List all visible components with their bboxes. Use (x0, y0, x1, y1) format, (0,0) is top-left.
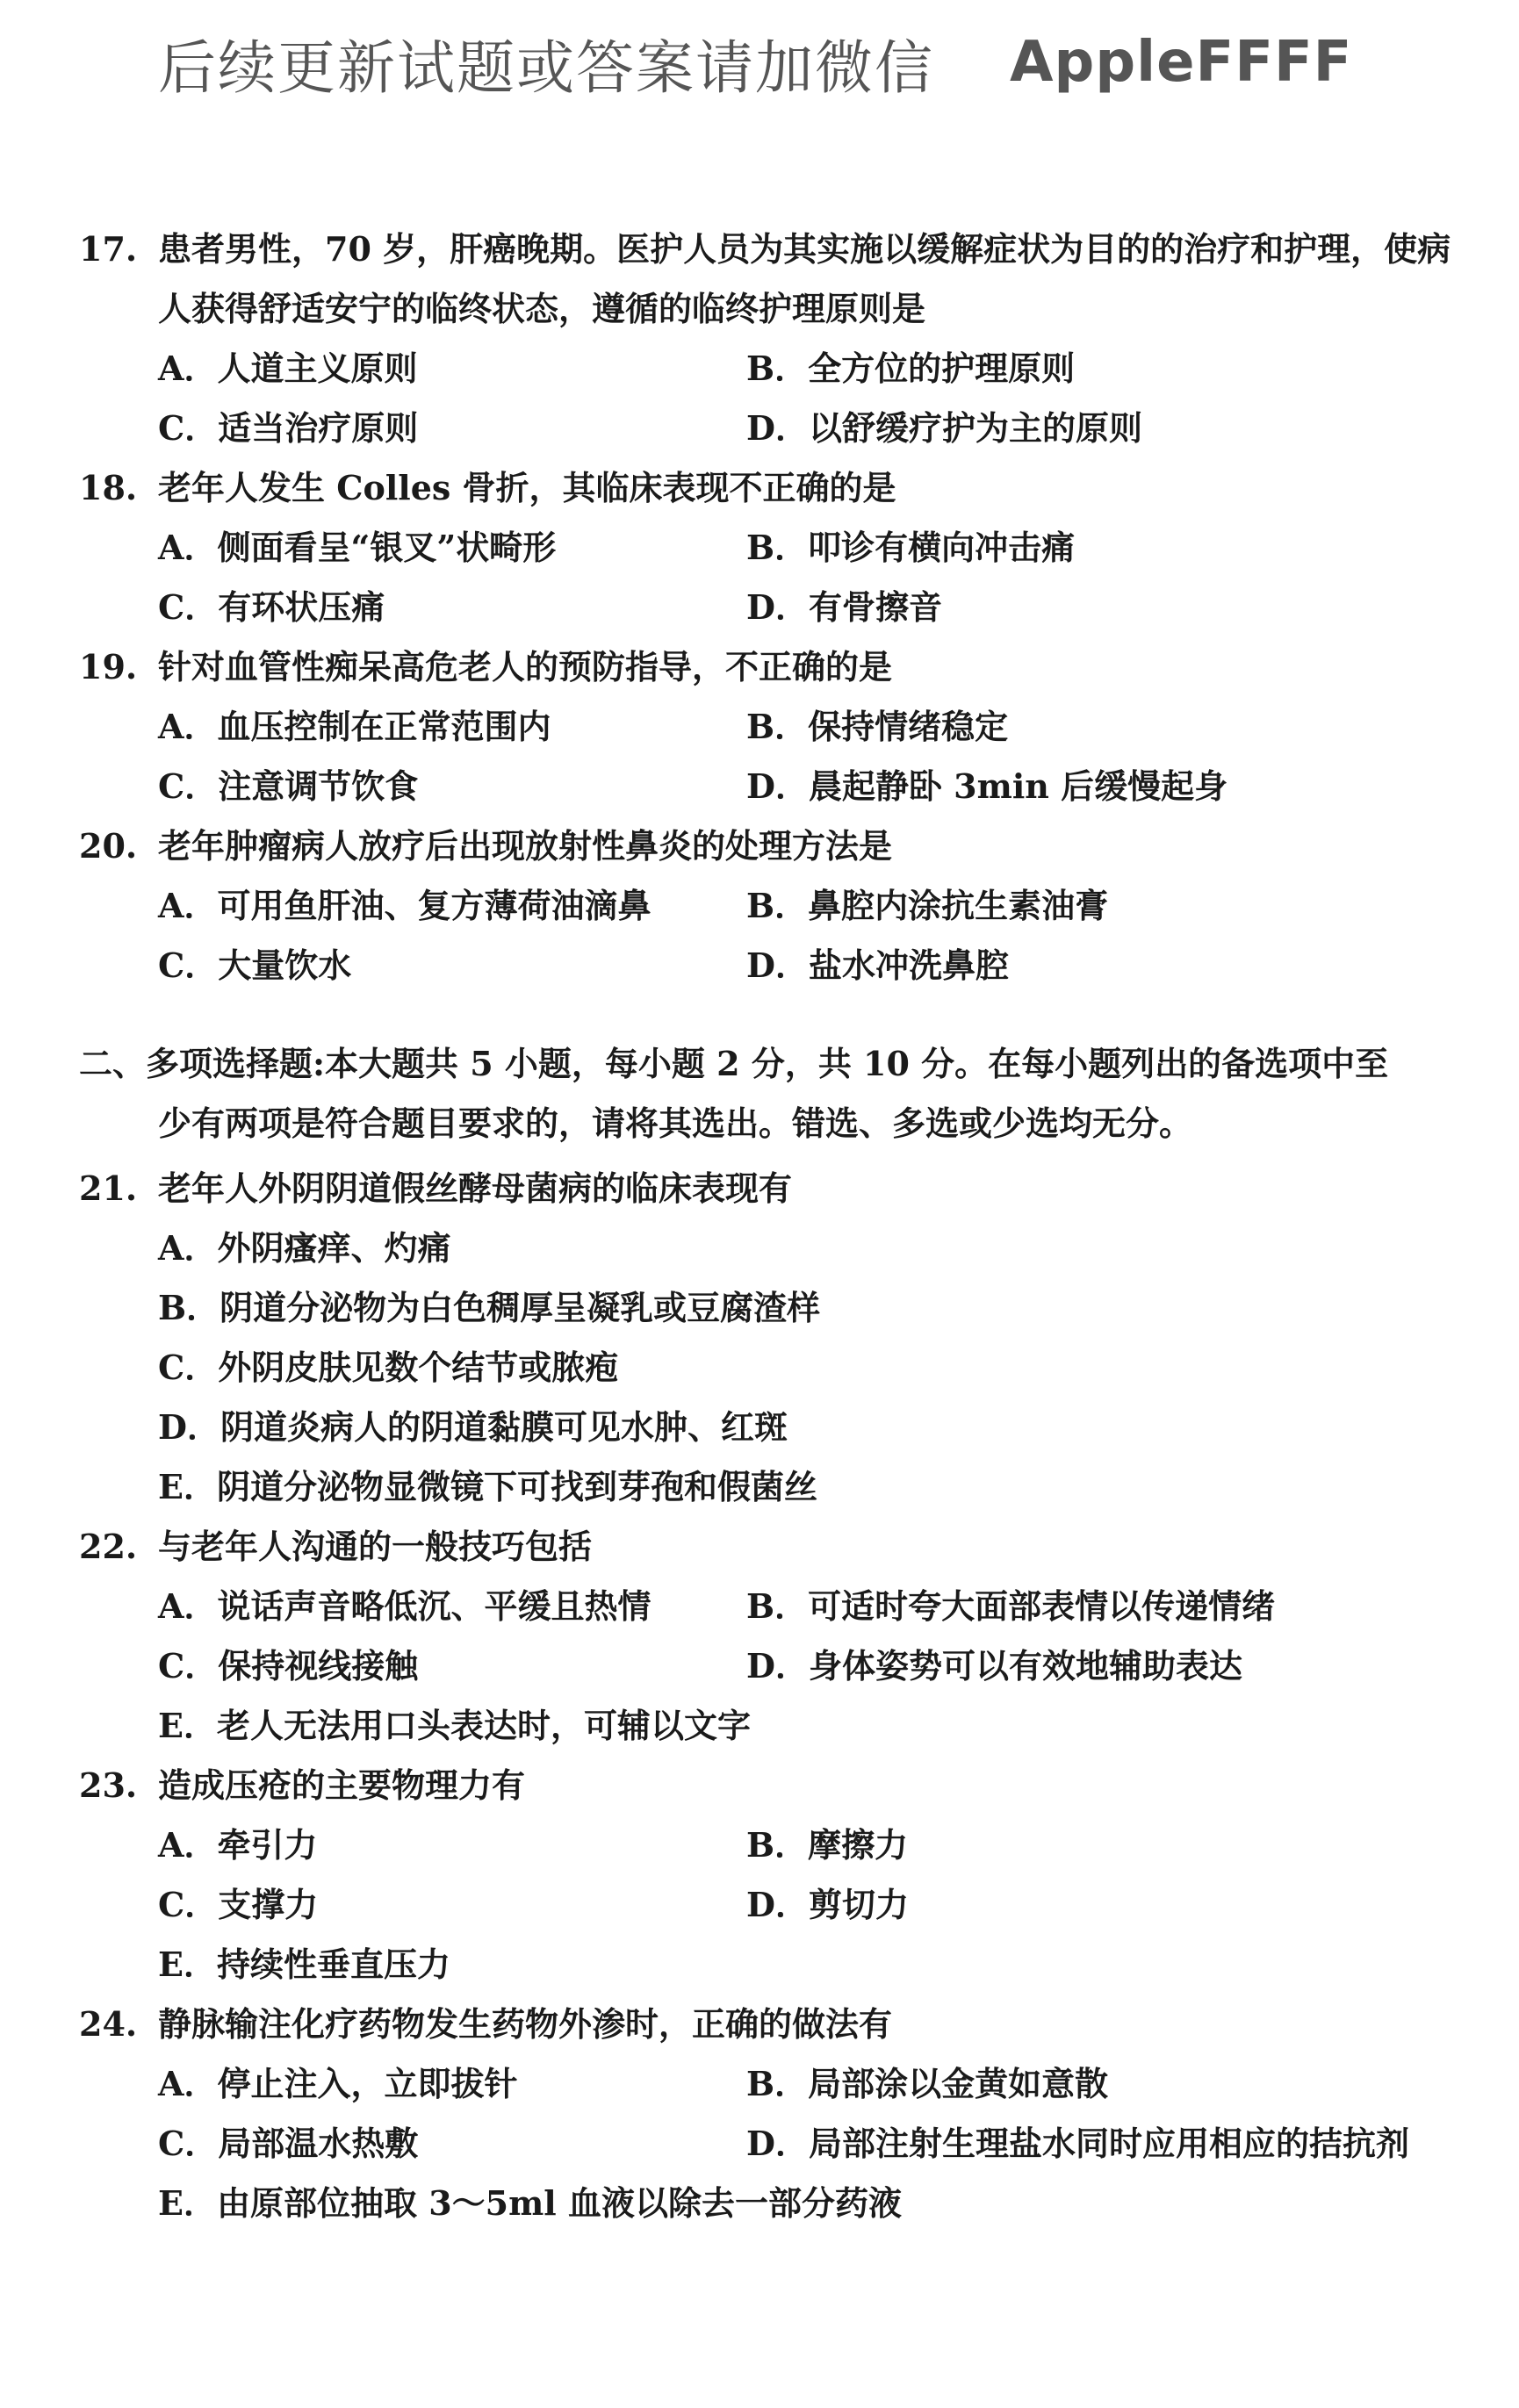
option-b: B．可适时夸大面部表情以传递情绪 (746, 1586, 1276, 1626)
option-d: D．局部注射生理盐水同时应用相应的拮抗剂 (746, 2124, 1409, 2163)
option-b: B．摩擦力 (746, 1825, 909, 1865)
question-17 (79, 219, 1466, 458)
option-e: E．持续性垂直压力 (158, 1944, 450, 1984)
question-number: 18. (79, 468, 138, 507)
option-d: D．阴道炎病人的阴道黏膜可见水肿、红斑 (158, 1407, 788, 1447)
exam-content (79, 219, 1466, 2233)
option-e: E．阴道分泌物显微镜下可找到芽孢和假菌丝 (158, 1467, 817, 1506)
question-stem: 针对血管性痴呆高危老人的预防指导，不正确的是 (158, 647, 893, 686)
option-d: D．身体姿势可以有效地辅助表达 (746, 1646, 1242, 1686)
option-d: D．以舒缓疗护为主的原则 (746, 408, 1142, 448)
question-stem: 静脉输注化疗药物发生药物外渗时，正确的做法有 (158, 2004, 893, 2044)
option-a: A．说话声音略低沉、平缓且热情 (158, 1586, 652, 1626)
option-a: A．停止注入，立即拔针 (158, 2064, 518, 2103)
question-stem: 老年人外阴阴道假丝酵母菌病的临床表现有 (158, 1168, 793, 1208)
option-a: A．牵引力 (158, 1825, 318, 1865)
option-d: D．剪切力 (746, 1885, 909, 1924)
section-heading (79, 1034, 1466, 1154)
option-b: B．叩诊有横向冲击痛 (746, 528, 1076, 567)
option-c: C．有环状压痛 (158, 587, 385, 627)
option-e: E．由原部位抽取 3～5ml 血液以除去一部分药液 (158, 2183, 902, 2223)
option-e: E．老人无法用口头表达时，可辅以文字 (158, 1706, 751, 1745)
question-number: 23. (79, 1765, 138, 1805)
question-20 (79, 816, 1466, 996)
question-number: 19. (79, 647, 138, 686)
question-number: 24. (79, 2004, 138, 2044)
question-23 (79, 1756, 1466, 1995)
wechat-id: AppleFFFF (1010, 30, 1353, 95)
banner-text: 后续更新试题或答案请加微信 (158, 33, 934, 102)
question-18 (79, 458, 1466, 637)
section-heading-line: 二、多项选择题:本大题共 5 小题，每小题 2 分，共 10 分。在每小题列出的备选项中至 (79, 1044, 1389, 1083)
option-b: B．保持情绪稳定 (746, 707, 1009, 746)
option-d: D．有骨擦音 (746, 587, 942, 627)
question-number: 17. (79, 229, 138, 269)
question-24 (79, 1995, 1466, 2233)
option-c: C．保持视线接触 (158, 1646, 419, 1686)
question-stem: 患者男性，70 岁，肝癌晚期。医护人员为其实施以缓解症状为目的的治疗和护理，使病人获得舒适安宁的临终状态，遵循的临终护理原则是 (158, 229, 1451, 328)
question-19 (79, 637, 1466, 816)
question-stem: 老年肿瘤病人放疗后出现放射性鼻炎的处理方法是 (158, 826, 893, 866)
option-c: C．大量饮水 (158, 945, 352, 985)
section-heading-line: 少有两项是符合题目要求的，请将其选出。错选、多选或少选均无分。 (158, 1103, 1193, 1143)
option-a: A．外阴瘙痒、灼痛 (158, 1228, 451, 1268)
question-stem: 老年人发生 Colles 骨折，其临床表现不正确的是 (158, 468, 896, 507)
option-b: B．鼻腔内涂抗生素油膏 (746, 886, 1109, 925)
question-21 (79, 1159, 1466, 1517)
question-stem: 造成压疮的主要物理力有 (158, 1765, 526, 1805)
section-spacer (79, 996, 1466, 1034)
option-d: D．晨起静卧 3min 后缓慢起身 (746, 766, 1228, 806)
question-number: 22. (79, 1527, 138, 1566)
option-a: A．血压控制在正常范围内 (158, 707, 551, 746)
option-b: B．全方位的护理原则 (746, 349, 1076, 388)
option-c: C．适当治疗原则 (158, 408, 419, 448)
option-a: A．可用鱼肝油、复方薄荷油滴鼻 (158, 886, 652, 925)
option-a: A．侧面看呈“银叉”状畸形 (158, 528, 557, 567)
question-stem: 与老年人沟通的一般技巧包括 (158, 1527, 593, 1566)
question-number: 21. (79, 1168, 138, 1208)
option-c: C．注意调节饮食 (158, 766, 419, 806)
option-c: C．支撑力 (158, 1885, 319, 1924)
option-b: B．阴道分泌物为白色稠厚呈凝乳或豆腐渣样 (158, 1288, 821, 1327)
question-number: 20. (79, 826, 138, 866)
option-d: D．盐水冲洗鼻腔 (746, 945, 1009, 985)
option-c: C．外阴皮肤见数个结节或脓疱 (158, 1348, 619, 1387)
contact-banner (158, 25, 1405, 100)
option-a: A．人道主义原则 (158, 349, 418, 388)
question-22 (79, 1517, 1466, 1756)
option-c: C．局部温水热敷 (158, 2124, 419, 2163)
option-b: B．局部涂以金黄如意散 (746, 2064, 1109, 2103)
